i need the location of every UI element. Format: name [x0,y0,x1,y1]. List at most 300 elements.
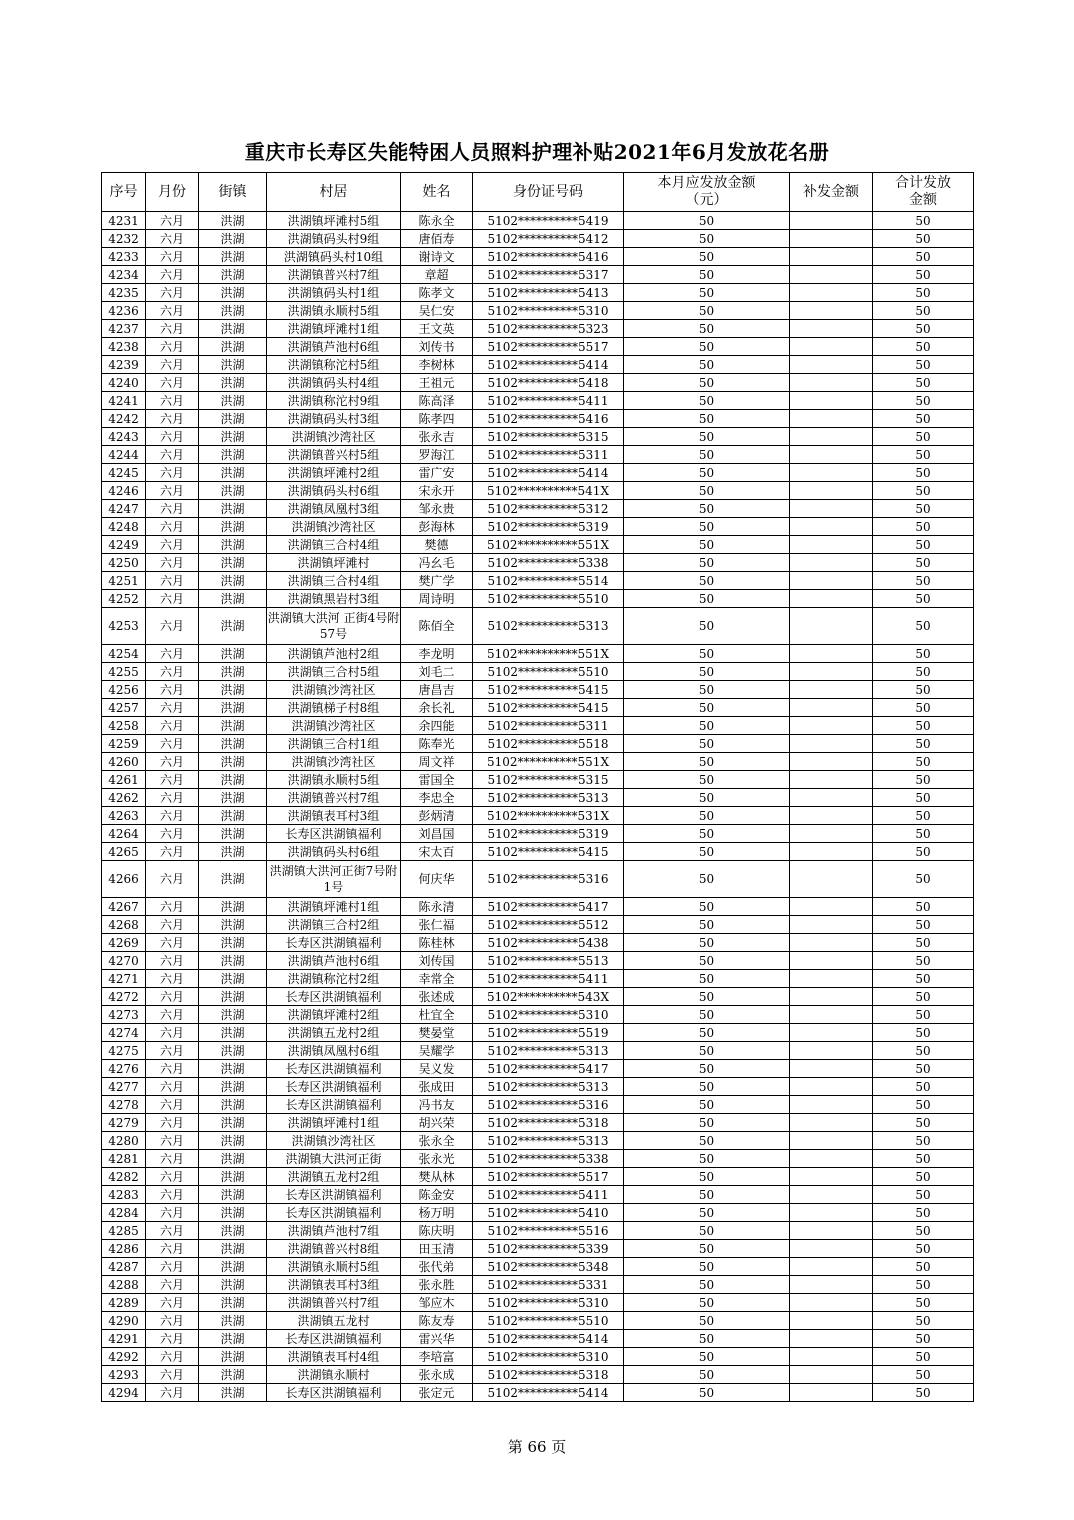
id-number-cell: 5102**********5510 [473,663,624,681]
id-number-cell: 5102**********5519 [473,1024,624,1042]
id-number-cell: 5102**********543X [473,988,624,1006]
id-number-cell: 5102**********5510 [473,590,624,608]
supplement-cell [790,1348,873,1366]
seq-cell: 4273 [102,1006,146,1024]
seq-cell: 4282 [102,1168,146,1186]
name-cell: 陈庆明 [401,1222,473,1240]
due-amount-cell: 50 [624,1096,790,1114]
name-cell: 罗海江 [401,446,473,464]
seq-cell: 4263 [102,807,146,825]
town-cell: 洪湖 [199,717,267,735]
town-cell: 洪湖 [199,1186,267,1204]
village-cell: 洪湖镇芦池村2组 [267,645,401,663]
village-cell: 洪湖镇码头村6组 [267,482,401,500]
name-cell: 刘传书 [401,338,473,356]
table-row [102,1312,974,1330]
total-cell: 50 [873,1060,974,1078]
seq-cell: 4269 [102,934,146,952]
table-row [102,663,974,681]
seq-cell: 4249 [102,536,146,554]
month-cell: 六月 [146,825,199,843]
seq-cell: 4241 [102,392,146,410]
town-cell: 洪湖 [199,500,267,518]
total-cell: 50 [873,338,974,356]
id-number-cell: 5102**********5318 [473,1366,624,1384]
due-amount-cell: 50 [624,572,790,590]
supplement-cell [790,1258,873,1276]
seq-cell: 4243 [102,428,146,446]
seq-cell: 4285 [102,1222,146,1240]
village-cell: 洪湖镇黑岩村3组 [267,590,401,608]
supplement-cell [790,934,873,952]
due-amount-cell: 50 [624,1384,790,1402]
due-amount-cell: 50 [624,1348,790,1366]
supplement-cell [790,663,873,681]
id-number-cell: 5102**********5410 [473,1204,624,1222]
table-row [102,1114,974,1132]
total-cell: 50 [873,1204,974,1222]
seq-cell: 4254 [102,645,146,663]
supplement-cell [790,572,873,590]
month-cell: 六月 [146,536,199,554]
town-cell: 洪湖 [199,916,267,934]
town-cell: 洪湖 [199,970,267,988]
table-row [102,1042,974,1060]
town-cell: 洪湖 [199,753,267,771]
name-cell: 章超 [401,266,473,284]
month-cell: 六月 [146,590,199,608]
id-number-cell: 5102**********5517 [473,1168,624,1186]
total-cell: 50 [873,392,974,410]
village-cell: 洪湖镇三合村4组 [267,572,401,590]
table-row [102,302,974,320]
supplement-cell [790,916,873,934]
month-cell: 六月 [146,500,199,518]
name-cell: 陈桂林 [401,934,473,952]
month-cell: 六月 [146,735,199,753]
total-cell: 50 [873,518,974,536]
id-number-cell: 5102**********5310 [473,1348,624,1366]
supplement-cell [790,825,873,843]
seq-cell: 4267 [102,898,146,916]
due-amount-cell: 50 [624,771,790,789]
name-cell: 周文祥 [401,753,473,771]
seq-cell: 4261 [102,771,146,789]
table-row [102,536,974,554]
village-cell: 洪湖镇沙湾社区 [267,518,401,536]
supplement-cell [790,1006,873,1024]
supplement-cell [790,1294,873,1312]
month-cell: 六月 [146,1006,199,1024]
month-cell: 六月 [146,410,199,428]
due-amount-cell: 50 [624,248,790,266]
town-cell: 洪湖 [199,392,267,410]
town-cell: 洪湖 [199,482,267,500]
supplement-cell [790,1204,873,1222]
name-cell: 唐昌吉 [401,681,473,699]
seq-cell: 4247 [102,500,146,518]
month-cell: 六月 [146,1150,199,1168]
town-cell: 洪湖 [199,374,267,392]
month-cell: 六月 [146,1186,199,1204]
village-cell: 洪湖镇码头村3组 [267,410,401,428]
seq-cell: 4283 [102,1186,146,1204]
due-amount-cell: 50 [624,645,790,663]
name-cell: 田玉清 [401,1240,473,1258]
supplement-cell [790,1024,873,1042]
supplement-cell [790,952,873,970]
village-cell: 洪湖镇大洪河 正街4号附57号 [267,608,401,645]
name-cell: 张仁福 [401,916,473,934]
table-row [102,248,974,266]
name-cell: 樊晏堂 [401,1024,473,1042]
table-row [102,1168,974,1186]
town-cell: 洪湖 [199,590,267,608]
total-cell: 50 [873,320,974,338]
name-cell: 陈奉光 [401,735,473,753]
town-cell: 洪湖 [199,1078,267,1096]
town-cell: 洪湖 [199,1060,267,1078]
supplement-cell [790,699,873,717]
seq-cell: 4255 [102,663,146,681]
total-cell: 50 [873,1096,974,1114]
name-cell: 张永光 [401,1150,473,1168]
village-cell: 洪湖镇称沱村2组 [267,970,401,988]
table-row [102,1006,974,1024]
name-cell: 雷广安 [401,464,473,482]
month-cell: 六月 [146,374,199,392]
supplement-cell [790,1168,873,1186]
table-row [102,590,974,608]
supplement-cell [790,970,873,988]
supplement-cell [790,843,873,861]
total-cell: 50 [873,590,974,608]
village-cell: 洪湖镇梯子村8组 [267,699,401,717]
seq-cell: 4251 [102,572,146,590]
supplement-cell [790,789,873,807]
total-cell: 50 [873,717,974,735]
due-amount-cell: 50 [624,302,790,320]
supplement-cell [790,1330,873,1348]
due-amount-cell: 50 [624,1222,790,1240]
village-cell: 长寿区洪湖镇福利 [267,1060,401,1078]
table-row [102,1222,974,1240]
table-row [102,898,974,916]
seq-cell: 4270 [102,952,146,970]
month-cell: 六月 [146,554,199,572]
col-header-supplement: 补发金额 [790,173,873,212]
due-amount-cell: 50 [624,1042,790,1060]
supplement-cell [790,1078,873,1096]
village-cell: 洪湖镇沙湾社区 [267,717,401,735]
id-number-cell: 5102**********5316 [473,1096,624,1114]
village-cell: 洪湖镇普兴村7组 [267,789,401,807]
seq-cell: 4240 [102,374,146,392]
supplement-cell [790,861,873,898]
supplement-cell [790,518,873,536]
month-cell: 六月 [146,1132,199,1150]
due-amount-cell: 50 [624,1168,790,1186]
table-row [102,1384,974,1402]
month-cell: 六月 [146,1096,199,1114]
id-number-cell: 5102**********5313 [473,1078,624,1096]
seq-cell: 4279 [102,1114,146,1132]
supplement-cell [790,1060,873,1078]
town-cell: 洪湖 [199,1150,267,1168]
due-amount-cell: 50 [624,1240,790,1258]
total-cell: 50 [873,699,974,717]
due-amount-cell: 50 [624,898,790,916]
id-number-cell: 5102**********5315 [473,771,624,789]
table-row [102,1150,974,1168]
total-cell: 50 [873,916,974,934]
month-cell: 六月 [146,518,199,536]
month-cell: 六月 [146,1078,199,1096]
id-number-cell: 5102**********5413 [473,284,624,302]
town-cell: 洪湖 [199,572,267,590]
seq-cell: 4278 [102,1096,146,1114]
due-amount-cell: 50 [624,446,790,464]
month-cell: 六月 [146,988,199,1006]
total-cell: 50 [873,356,974,374]
id-number-cell: 5102**********551X [473,753,624,771]
due-amount-cell: 50 [624,843,790,861]
id-number-cell: 5102**********5414 [473,464,624,482]
total-cell: 50 [873,446,974,464]
village-cell: 长寿区洪湖镇福利 [267,1330,401,1348]
town-cell: 洪湖 [199,248,267,266]
total-cell: 50 [873,1330,974,1348]
town-cell: 洪湖 [199,554,267,572]
id-number-cell: 5102**********5311 [473,446,624,464]
name-cell: 刘毛二 [401,663,473,681]
seq-cell: 4236 [102,302,146,320]
village-cell: 洪湖镇五龙村2组 [267,1024,401,1042]
month-cell: 六月 [146,356,199,374]
due-amount-cell: 50 [624,952,790,970]
id-number-cell: 5102**********5310 [473,1006,624,1024]
name-cell: 唐佰寿 [401,230,473,248]
due-amount-cell: 50 [624,608,790,645]
village-cell: 洪湖镇坪滩村 [267,554,401,572]
supplement-cell [790,807,873,825]
town-cell: 洪湖 [199,302,267,320]
table-row [102,1078,974,1096]
total-cell: 50 [873,500,974,518]
village-cell: 洪湖镇大洪河正街 [267,1150,401,1168]
month-cell: 六月 [146,464,199,482]
total-cell: 50 [873,1168,974,1186]
town-cell: 洪湖 [199,1204,267,1222]
village-cell: 洪湖镇表耳村3组 [267,1276,401,1294]
village-cell: 洪湖镇普兴村5组 [267,446,401,464]
name-cell: 胡兴荣 [401,1114,473,1132]
seq-cell: 4286 [102,1240,146,1258]
table-row [102,1294,974,1312]
due-amount-cell: 50 [624,1114,790,1132]
supplement-cell [790,356,873,374]
town-cell: 洪湖 [199,898,267,916]
due-amount-label: 本月应发放金额 [657,175,756,191]
village-cell: 洪湖镇芦池村6组 [267,338,401,356]
total-cell: 50 [873,1312,974,1330]
supplement-cell [790,1276,873,1294]
due-amount-cell: 50 [624,410,790,428]
table-row [102,320,974,338]
id-number-cell: 5102**********5339 [473,1240,624,1258]
village-cell: 长寿区洪湖镇福利 [267,988,401,1006]
name-cell: 王祖元 [401,374,473,392]
village-cell: 洪湖镇沙湾社区 [267,1132,401,1150]
town-cell: 洪湖 [199,735,267,753]
due-amount-unit: （元） [685,192,728,208]
due-amount-cell: 50 [624,1150,790,1168]
table-row [102,843,974,861]
supplement-cell [790,302,873,320]
id-number-cell: 5102**********5338 [473,554,624,572]
table-row [102,645,974,663]
due-amount-cell: 50 [624,230,790,248]
seq-cell: 4293 [102,1366,146,1384]
town-cell: 洪湖 [199,1294,267,1312]
total-cell: 50 [873,1006,974,1024]
seq-cell: 4274 [102,1024,146,1042]
id-number-cell: 5102**********5411 [473,1186,624,1204]
seq-cell: 4244 [102,446,146,464]
total-cell: 50 [873,898,974,916]
village-cell: 洪湖镇码头村1组 [267,284,401,302]
table-row [102,1096,974,1114]
id-number-cell: 5102**********5518 [473,735,624,753]
total-cell: 50 [873,266,974,284]
name-cell: 张永全 [401,1132,473,1150]
id-number-cell: 5102**********5310 [473,1294,624,1312]
village-cell: 洪湖镇三合村1组 [267,735,401,753]
month-cell: 六月 [146,916,199,934]
village-cell: 洪湖镇芦池村7组 [267,1222,401,1240]
total-cell: 50 [873,753,974,771]
name-cell: 雷国全 [401,771,473,789]
month-cell: 六月 [146,284,199,302]
due-amount-cell: 50 [624,1294,790,1312]
town-cell: 洪湖 [199,789,267,807]
table-row [102,1024,974,1042]
total-cell: 50 [873,843,974,861]
town-cell: 洪湖 [199,410,267,428]
id-number-cell: 5102**********5417 [473,1060,624,1078]
town-cell: 洪湖 [199,464,267,482]
seq-cell: 4252 [102,590,146,608]
month-cell: 六月 [146,789,199,807]
town-cell: 洪湖 [199,536,267,554]
due-amount-cell: 50 [624,590,790,608]
due-amount-cell: 50 [624,934,790,952]
seq-cell: 4280 [102,1132,146,1150]
total-cell: 50 [873,572,974,590]
name-cell: 刘传国 [401,952,473,970]
due-amount-cell: 50 [624,428,790,446]
seq-cell: 4287 [102,1258,146,1276]
village-cell: 洪湖镇三合村5组 [267,663,401,681]
month-cell: 六月 [146,608,199,645]
due-amount-cell: 50 [624,681,790,699]
supplement-cell [790,536,873,554]
village-cell: 洪湖镇沙湾社区 [267,681,401,699]
total-cell: 50 [873,1276,974,1294]
seq-cell: 4292 [102,1348,146,1366]
id-number-cell: 5102**********5411 [473,970,624,988]
table-row [102,212,974,230]
total-cell: 50 [873,1114,974,1132]
due-amount-cell: 50 [624,1186,790,1204]
roster-table [101,172,974,1402]
town-cell: 洪湖 [199,861,267,898]
seq-cell: 4291 [102,1330,146,1348]
supplement-cell [790,482,873,500]
id-number-cell: 5102**********5416 [473,248,624,266]
total-cell: 50 [873,1348,974,1366]
id-number-cell: 5102**********5418 [473,374,624,392]
id-number-cell: 5102**********5438 [473,934,624,952]
town-cell: 洪湖 [199,1258,267,1276]
name-cell: 周诗明 [401,590,473,608]
name-cell: 陈友寿 [401,1312,473,1330]
total-cell: 50 [873,1366,974,1384]
month-cell: 六月 [146,1294,199,1312]
total-cell: 50 [873,934,974,952]
supplement-cell [790,464,873,482]
village-cell: 洪湖镇普兴村7组 [267,1294,401,1312]
seq-cell: 4264 [102,825,146,843]
month-cell: 六月 [146,970,199,988]
due-amount-cell: 50 [624,1006,790,1024]
name-cell: 张永吉 [401,428,473,446]
seq-cell: 4239 [102,356,146,374]
col-header-town: 街镇 [199,173,267,212]
supplement-cell [790,1384,873,1402]
table-row [102,410,974,428]
id-number-cell: 5102**********5516 [473,1222,624,1240]
town-cell: 洪湖 [199,266,267,284]
table-row [102,699,974,717]
table-row [102,789,974,807]
id-number-cell: 5102**********5411 [473,392,624,410]
due-amount-cell: 50 [624,663,790,681]
total-cell: 50 [873,536,974,554]
town-cell: 洪湖 [199,320,267,338]
town-cell: 洪湖 [199,952,267,970]
table-row [102,338,974,356]
month-cell: 六月 [146,1240,199,1258]
id-number-cell: 5102**********5331 [473,1276,624,1294]
due-amount-cell: 50 [624,735,790,753]
supplement-cell [790,410,873,428]
due-amount-cell: 50 [624,1024,790,1042]
id-number-cell: 5102**********5412 [473,230,624,248]
table-row [102,807,974,825]
due-amount-cell: 50 [624,356,790,374]
page-number: 第 66 页 [507,1438,567,1456]
due-amount-cell: 50 [624,464,790,482]
id-number-cell: 5102**********5414 [473,1384,624,1402]
month-cell: 六月 [146,663,199,681]
name-cell: 李树林 [401,356,473,374]
name-cell: 彭炳清 [401,807,473,825]
name-cell: 冯幺毛 [401,554,473,572]
village-cell: 洪湖镇永顺村5组 [267,302,401,320]
total-cell: 50 [873,428,974,446]
total-cell: 50 [873,1258,974,1276]
